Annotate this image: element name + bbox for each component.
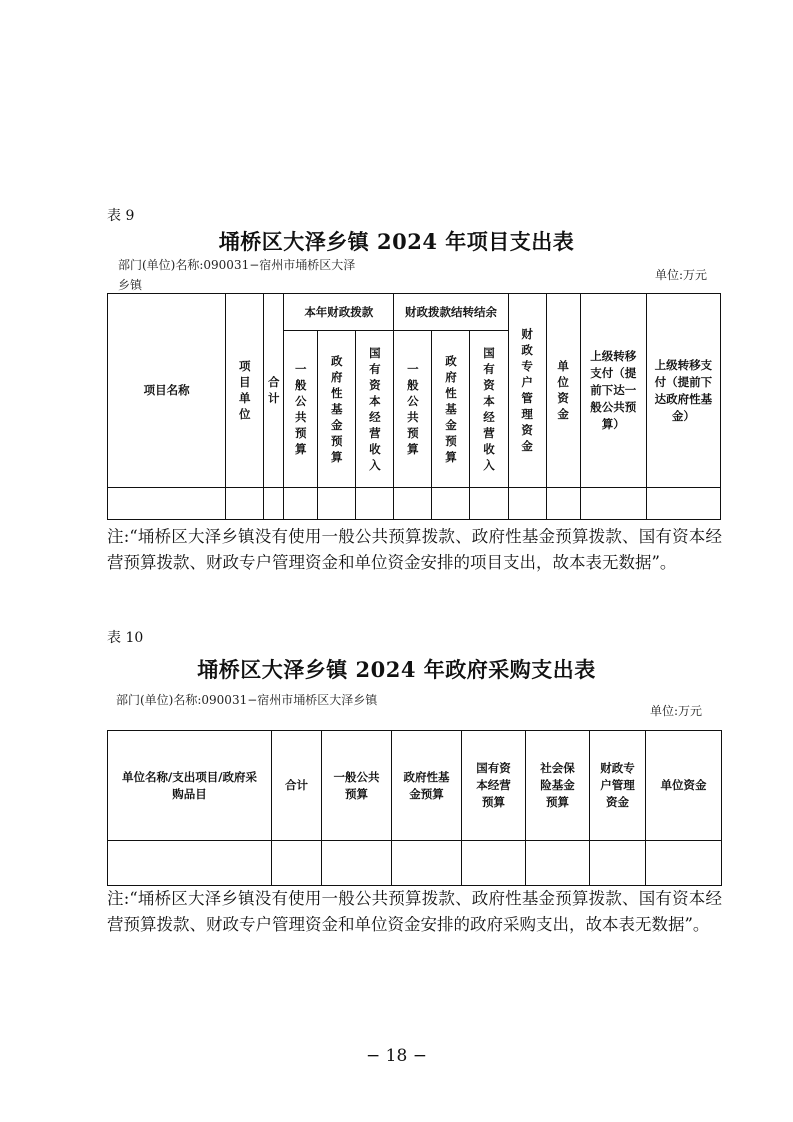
header-group-carryover: 财政拨款结转结余 [394, 294, 508, 331]
header-gov-fund: 政府性基金预算 [318, 331, 356, 488]
table10-unit: 单位:万元 [650, 704, 703, 718]
table9-note: 注:“埇桥区大泽乡镇没有使用一般公共预算拨款、政府性基金预算拨款、国有资本经营预算拨款、财政专户管理资金和单位资金安排的项目支出，故本表无数据”。 [107, 527, 722, 572]
header-social-insurance: 社会保险基金预算 [526, 731, 590, 841]
table9-unit: 单位:万元 [655, 268, 708, 282]
header-gov-fund-2: 政府性基金预算 [432, 331, 470, 488]
table10-note: 注:“埇桥区大泽乡镇没有使用一般公共预算拨款、政府性基金预算拨款、国有资本经营预算拨款、财政专户管理资金和单位资金安排的政府采购支出，故本表无数据”。 [107, 889, 722, 934]
header-general-budget: 一般公共预算 [322, 731, 392, 841]
header-gov-fund: 政府性基金预算 [392, 731, 462, 841]
header-transfer-general: 上级转移支付（提前下达一般公共预算） [580, 294, 646, 488]
header-state-capital: 国有资本经营收入 [356, 331, 394, 488]
header-group-current: 本年财政拨款 [284, 294, 394, 331]
header-total: 合计 [272, 731, 322, 841]
table-row [108, 488, 721, 520]
table-row [108, 841, 722, 886]
header-unit-funds: 单位资金 [646, 731, 722, 841]
table10 [107, 730, 722, 886]
header-general-budget-2: 一般公共预算 [394, 331, 432, 488]
table10-tag: 表 10 [107, 630, 144, 646]
header-unit-funds: 单位资金 [546, 294, 580, 488]
header-special-account: 财政专户管理资金 [508, 294, 546, 488]
header-project-unit: 项目单位 [226, 294, 264, 488]
header-project-name: 项目名称 [108, 294, 226, 488]
table9-tag: 表 9 [107, 208, 135, 224]
header-transfer-fund: 上级转移支付（提前下达政府性基金） [646, 294, 720, 488]
header-general-budget: 一般公共预算 [284, 331, 318, 488]
table9 [107, 293, 721, 520]
table9-title: 埇桥区大泽乡镇 2024 年项目支出表 [218, 229, 575, 254]
header-state-capital-2: 国有资本经营收入 [470, 331, 508, 488]
header-total: 合计 [264, 294, 284, 488]
table10-title: 埇桥区大泽乡镇 2024 年政府采购支出表 [197, 657, 596, 682]
header-special-account: 财政专户管理资金 [590, 731, 646, 841]
page-number: − 18 − [366, 1046, 427, 1066]
table9-dept: 部门(单位)名称:090031−宿州市埇桥区大泽乡镇 [118, 258, 356, 292]
table10-dept: 部门(单位)名称:090031−宿州市埇桥区大泽乡镇 [116, 693, 378, 707]
header-state-capital: 国有资本经营预算 [462, 731, 526, 841]
header-name: 单位名称/支出项目/政府采购品目 [108, 731, 272, 841]
